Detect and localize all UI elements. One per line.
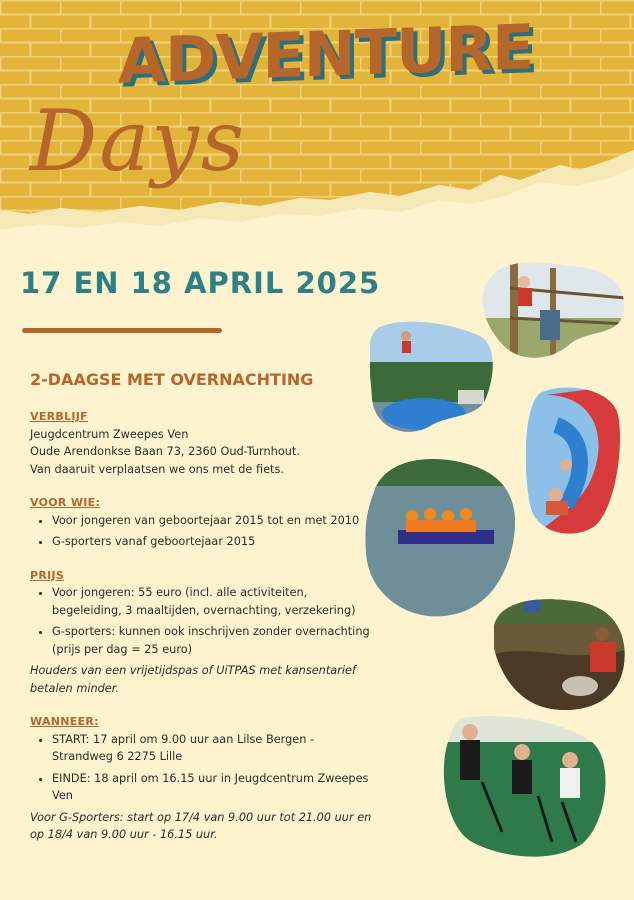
prijs-heading: PRIJS: [30, 568, 65, 582]
info-content: [30, 408, 375, 860]
voor-wie-list: [30, 512, 375, 551]
wanneer-note: Voor G-Sporters: start op 17/4 van 9.00 uur tot 21.00 uur en op 18/4 van 9.00 uur - 16.15 uur.: [30, 810, 372, 841]
list-item: • G-sporters vanaf geboortejaar 2015: [52, 533, 375, 551]
event-date: 17 EN 18 APRIL 2025: [20, 266, 381, 300]
verblijf-line: Jeugdcentrum Zweepes Ven: [30, 427, 189, 441]
days-script-title: Days: [30, 92, 246, 190]
verblijf-heading: VERBLIJF: [30, 410, 88, 423]
prijs-list: [30, 584, 375, 658]
list-item: • Voor jongeren van geboortejaar 2015 tot en met 2010: [52, 512, 375, 530]
list-item: • EINDE: 18 april om 16.15 uur in Jeugdcentrum Zweepes Ven: [52, 770, 375, 805]
voor-wie-section: [30, 494, 375, 551]
climbing-park-photo: [480, 258, 626, 362]
verblijf-section: [30, 408, 375, 478]
verblijf-line: Van daaruit verplaatsen we ons met de fiets.: [30, 462, 284, 476]
brick-wall-header: [0, 0, 634, 240]
list-item: • Voor jongeren: 55 euro (incl. alle activiteiten, begeleiding, 3 maaltijden, overnachting, verzekering): [52, 584, 375, 619]
wanneer-section: [30, 713, 375, 844]
subtitle: 2-DAAGSE MET OVERNACHTING: [30, 370, 314, 389]
wanneer-list: [30, 731, 375, 805]
mud-obstacle-photo: [494, 594, 626, 712]
water-slide-photo: [526, 385, 622, 535]
hockey-photo: [442, 712, 608, 858]
list-item: • START: 17 april om 9.00 uur aan Lilse Bergen - Strandweg 6 2275 Lille: [52, 731, 375, 766]
adventure-title: ADVENTURE: [118, 10, 534, 98]
voor-wie-heading: VOOR WIE:: [30, 496, 101, 509]
verblijf-line: Oude Arendonkse Baan 73, 2360 Oud-Turnhout.: [30, 445, 300, 458]
list-item: • G-sporters: kunnen ook inschrijven zonder overnachting (prijs per dag = 25 euro): [52, 623, 375, 658]
prijs-note: Houders van een vrijetijdspas of UiTPAS met kansentarief betalen minder.: [30, 664, 356, 695]
wanneer-heading: WANNEER:: [30, 715, 99, 728]
prijs-section: [30, 567, 375, 698]
divider-line: [22, 328, 222, 333]
blob-jump-photo: [370, 318, 494, 438]
